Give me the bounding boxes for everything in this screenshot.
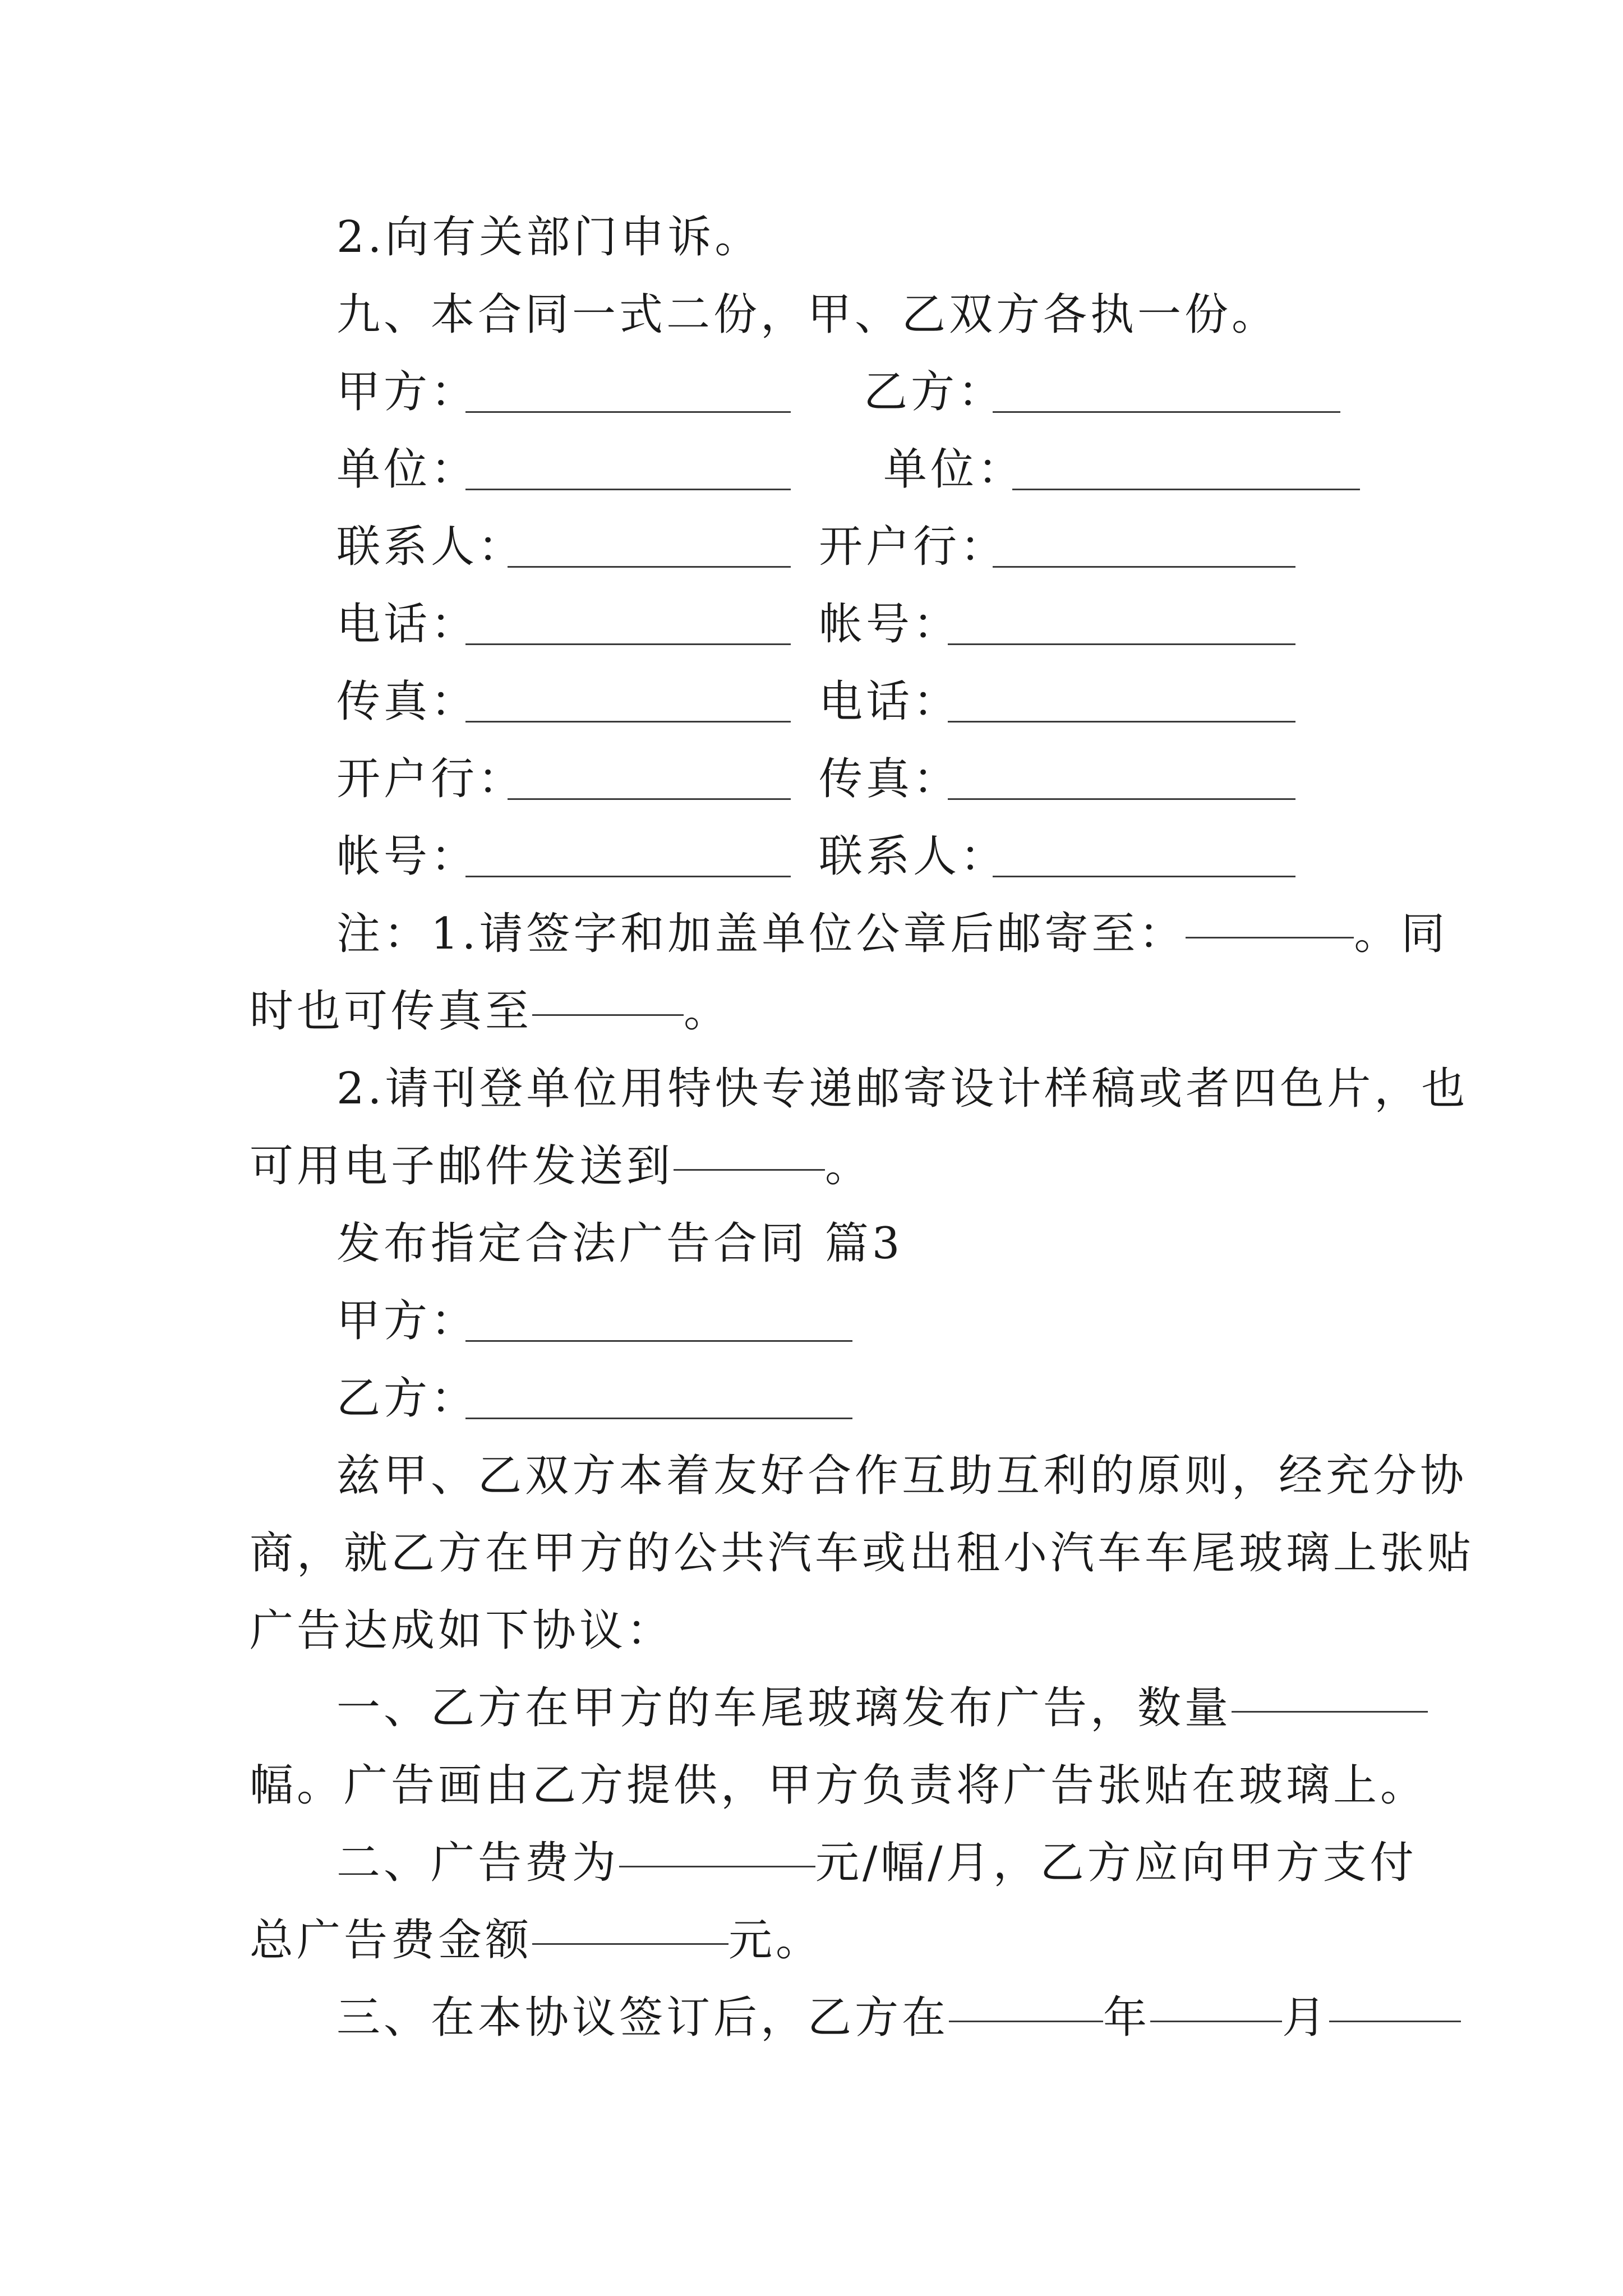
intro-line-2: 商，就乙方在甲方的公共汽车或出租小汽车车尾玻璃上张贴 [250,1528,1475,1579]
unit-a-label: 单位： [336,444,478,495]
party-b-blank[interactable] [993,411,1340,413]
copies-clause: 九、本合同一式二份，甲、乙双方各执一份。 [336,289,1279,340]
contact-b-blank[interactable] [993,876,1295,877]
fax-a-blank[interactable] [465,721,791,723]
clause-2-end: 元。 [728,1915,823,1966]
note-1-cont [250,981,731,1042]
account-a-label: 帐号： [336,831,478,882]
phone-a-label: 电话： [336,599,478,650]
year-label: 年 [1103,1993,1151,2043]
unit-b-label: 单位： [883,444,1025,495]
fax-a-label: 传真： [336,677,478,727]
fax-b-blank[interactable] [948,798,1295,800]
party-a-blank[interactable] [465,411,791,413]
party-a-label: 甲方： [336,367,478,417]
note-2-email-text: 可用电子邮件发送到 [250,1141,674,1191]
clause-2-line [336,1832,1417,1894]
unit-a-blank[interactable] [465,489,791,490]
clause-1-line [336,1677,1428,1739]
bank-a-blank[interactable] [508,798,791,800]
account-b-label: 帐号： [819,599,961,650]
fax-b-label: 传真： [819,754,961,804]
appeal-line: 2.向有关部门申诉。 [336,212,762,263]
account-a-blank[interactable] [465,876,791,877]
phone-b-blank[interactable] [948,721,1295,723]
clause-3-line [336,1987,1461,2049]
note-1-fax-text: 时也可传真至 [250,986,533,1037]
bank-a-label: 开户行： [336,754,525,804]
note-1-end: 。 [684,986,731,1037]
intro-line-1: 兹甲、乙双方本着友好合作互助互利的原则，经充分协 [336,1451,1468,1501]
note-2-end: 。 [825,1141,873,1191]
note-1-text: 注：1.请签字和加盖单位公章后邮寄至： [336,909,1186,959]
sec3-party-b-label: 乙方： [336,1373,478,1424]
clause-1-cont: 幅。广告画由乙方提供，甲方负责将广告张贴在玻璃上。 [250,1760,1428,1811]
bank-b-label: 开户行： [819,522,1008,572]
section-title: 发布指定合法广告合同 篇3 [336,1218,903,1269]
contact-a-blank[interactable] [508,566,791,568]
clause-2-total-text: 总广告费金额 [250,1915,533,1966]
note-2-line: 2.请刊登单位用特快专递邮寄设计样稿或者四色片，也 [336,1064,1469,1114]
clause-2-tail: 元/幅/月，乙方应向甲方支付 [815,1838,1417,1888]
phone-b-label: 电话： [819,677,961,727]
clause-3-text: 三、在本协议签订后，乙方在 [336,1993,949,2043]
account-b-blank[interactable] [948,643,1295,645]
unit-b-blank[interactable] [1012,489,1360,490]
clause-2-text: 二、广告费为 [336,1838,620,1888]
party-b-label: 乙方： [864,367,1006,417]
note-1-tail: 。同 [1354,909,1449,959]
contact-a-label: 联系人： [336,522,525,572]
clause-2-cont [250,1910,823,1971]
note-1-line [336,903,1448,965]
sec3-party-b-blank[interactable] [465,1418,852,1419]
sec3-party-a-blank[interactable] [465,1340,852,1342]
phone-a-blank[interactable] [465,643,791,645]
bank-b-blank[interactable] [993,566,1295,568]
contact-b-label: 联系人： [819,831,1008,882]
note-2-cont [250,1135,872,1197]
month-label: 月 [1282,1993,1330,2043]
sec3-party-a-label: 甲方： [336,1296,478,1346]
intro-line-3: 广告达成如下协议： [250,1605,674,1656]
clause-1-text: 一、乙方在甲方的车尾玻璃发布广告，数量 [336,1683,1232,1733]
